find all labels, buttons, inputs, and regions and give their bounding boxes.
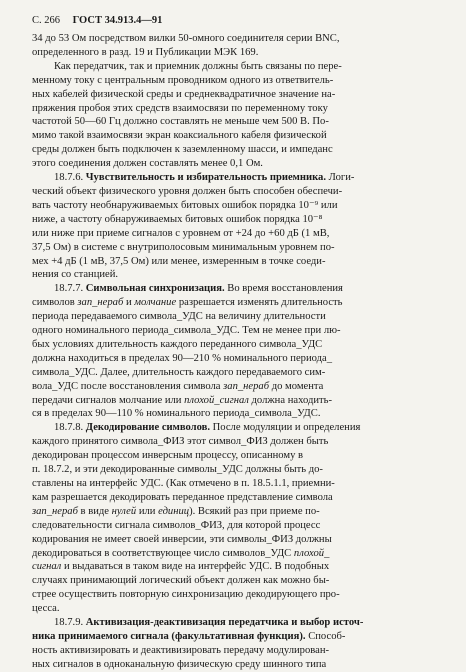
text-fragment: бых условиях длительность каждого переданного символа_УДС <box>32 338 323 350</box>
text-line <box>32 282 452 296</box>
text-fragment: декодирован процессом инверсным процессу, описанному в <box>32 450 304 462</box>
text-fragment: Логи- <box>326 172 355 184</box>
text-line <box>32 463 452 477</box>
text-line <box>32 102 452 116</box>
text-fragment: менному току с центральным проводником одного из ответвитель- <box>32 74 334 86</box>
text-line <box>32 616 452 630</box>
text-fragment: 18.7.9. <box>54 617 86 629</box>
text-line <box>32 519 452 533</box>
text-fragment: и выдаваться в таком виде на интерфейс УДС. В подобных <box>61 561 330 573</box>
text-fragment: ных кабелей физической среды и среднеквадратичное значение на- <box>32 88 336 100</box>
text-line <box>32 421 452 435</box>
section-heading: Чувствительность и избирательность приемника. <box>85 172 326 184</box>
text-line <box>32 644 452 658</box>
page-header <box>32 14 452 32</box>
text-fragment: цесса. <box>32 603 60 615</box>
text-fragment: Во время восстановления <box>224 283 343 295</box>
section-heading: ника принимаемого сигнала (факультативная функция). <box>32 630 306 642</box>
text-line <box>32 574 452 588</box>
text-fragment: мех +4 дБ (1 мВ, 37,5 Ом) или менее, измеренным в точке соеди- <box>32 255 326 267</box>
section-heading: Декодирование символов. <box>85 422 210 434</box>
text-line <box>32 477 452 491</box>
italic-term: плохой_сигнал <box>184 394 249 406</box>
standard-designation: ГОСТ 34.913.4—91 <box>72 15 163 26</box>
text-fragment: 18.7.6. <box>54 172 86 184</box>
text-line <box>32 352 452 366</box>
text-line <box>32 505 452 519</box>
text-line <box>32 143 452 157</box>
text-fragment: разрешается изменять длительность <box>176 297 343 309</box>
text-fragment: После модуляции и определения <box>210 422 361 434</box>
text-line <box>32 310 452 324</box>
page-number: С. 266 <box>32 15 61 26</box>
text-fragment: передачи сигналов молчание или <box>32 394 185 406</box>
text-fragment: этого соединения должен составлять менее 0,1 Ом. <box>32 158 263 170</box>
text-fragment: частотой 50—60 Гц должно составлять не меньше чем 500 В. По- <box>32 116 329 128</box>
italic-term: молчание <box>134 297 177 309</box>
text-line <box>32 407 452 421</box>
text-line <box>32 602 452 616</box>
text-fragment: кодирования не имеет своей инверсии, эти символы_ФИЗ должны <box>32 533 332 545</box>
text-line <box>32 241 452 255</box>
text-fragment: ). Всякий раз при приеме по- <box>189 505 320 517</box>
text-line <box>32 296 452 310</box>
text-fragment: ниже, а частоту обнаруживаемых битовых ошибок порядка 10⁻⁸ <box>32 213 323 225</box>
text-line <box>32 129 452 143</box>
text-fragment: декодироваться в соответствующее число символов_УДС <box>32 547 294 559</box>
text-fragment: должна находиться в пределах 90—210 % номинального периода_ <box>32 352 333 364</box>
text-fragment: должна находить- <box>248 394 333 406</box>
text-fragment: символа_УДС. Далее, длительность каждого передаваемого сим- <box>32 366 326 378</box>
text-line <box>32 366 452 380</box>
text-fragment: вола_УДС после восстановления символа <box>32 380 224 392</box>
text-fragment: случаях принимающий логический объект должен как можно бы- <box>32 575 330 587</box>
text-line <box>32 324 452 338</box>
text-line <box>32 394 452 408</box>
text-fragment: одного номинального периода_символа_УДС. Тем не менее при лю- <box>32 325 341 337</box>
text-line <box>32 60 452 74</box>
text-fragment: 18.7.8. <box>54 422 86 434</box>
text-fragment: Способ- <box>305 630 346 642</box>
text-fragment: 18.7.7. <box>54 283 86 295</box>
text-fragment: или ниже при приеме сигналов с уровнем от +24 до +60 дБ (1 мВ, <box>32 227 330 239</box>
text-line <box>32 171 452 185</box>
text-fragment: ность активизировать и деактивизировать передачу модулирован- <box>32 644 330 656</box>
text-line <box>32 435 452 449</box>
text-fragment: среды должен быть подключен к заземленному шасси, и импеданс <box>32 144 333 156</box>
text-line <box>32 157 452 171</box>
text-line <box>32 547 452 561</box>
text-fragment: символов <box>32 297 78 309</box>
text-line <box>32 46 452 60</box>
text-line <box>32 560 452 574</box>
italic-term: зап_нераб <box>77 297 124 309</box>
text-fragment: ческий объект физического уровня должен быть способен обеспечи- <box>32 185 343 197</box>
italic-term: сигнал <box>32 561 62 573</box>
italic-term: единиц <box>158 505 190 517</box>
text-fragment: кам разрешается декодировать переданное представление символа <box>32 491 333 503</box>
text-line <box>32 115 452 129</box>
text-fragment: мимо такой взаимосвязи экран коаксиального кабеля физической <box>32 130 327 142</box>
text-line <box>32 213 452 227</box>
section-heading: Активизация-деактивизация передатчика и выбор источ- <box>85 617 364 629</box>
text-fragment: ставлены на интерфейс УДС. (Как отмечено в п. 18.5.1.1, приемни- <box>32 478 335 489</box>
text-line <box>32 533 452 547</box>
text-fragment: или <box>136 505 159 517</box>
italic-term: плохой_ <box>293 547 330 559</box>
text-line <box>32 185 452 199</box>
text-fragment: п. 18.7.2, и эти декодированные символы_УДС должны быть до- <box>32 464 323 476</box>
text-fragment: периода передаваемого символа_УДС на величину длительности <box>32 311 326 323</box>
text-line <box>32 255 452 269</box>
text-line <box>32 630 452 644</box>
text-fragment: пряжения пробоя этих средств взаимосвязи по переменному току <box>32 102 328 114</box>
text-line <box>32 227 452 241</box>
text-line <box>32 74 452 88</box>
text-fragment: 34 до 53 Ом посредством вилки 50-омного соединителя серии BNC, <box>32 33 340 44</box>
text-line <box>32 338 452 352</box>
text-line <box>32 588 452 602</box>
text-line <box>32 658 452 672</box>
text-fragment: в виде <box>77 505 112 517</box>
text-line <box>32 491 452 505</box>
text-fragment: вать частоту необнаруживаемых битовых ошибок порядка 10⁻⁹ или <box>32 199 338 211</box>
text-line <box>32 32 452 46</box>
text-line <box>32 380 452 394</box>
text-line <box>32 199 452 213</box>
text-fragment: нения со станцией. <box>32 269 119 281</box>
body-text <box>32 32 452 672</box>
section-heading: Символьная синхронизация. <box>85 283 225 295</box>
text-line <box>32 88 452 102</box>
text-fragment: стрее осуществить повторную синхронизацию декодирующего про- <box>32 589 340 601</box>
text-fragment: определенного в разд. 19 и Публикации МЭК 169. <box>32 46 259 58</box>
italic-term: нулей <box>111 505 137 517</box>
text-fragment: ных сигналов в одноканальную физическую среду шинного типа <box>32 658 327 670</box>
text-fragment: 37,5 Ом) в системе с внутриполосовым минимальным уровнем по- <box>32 241 335 253</box>
text-fragment: ся в пределах 90—110 % номинального периода_символа_УДС. <box>32 408 321 420</box>
italic-term: зап_нераб <box>223 380 270 392</box>
text-fragment: следовательности сигнала символов_ФИЗ, для которой процесс <box>32 519 321 531</box>
text-fragment: до момента <box>269 380 324 392</box>
italic-term: зап_нераб <box>32 505 78 517</box>
text-fragment: и <box>123 297 135 309</box>
text-line <box>32 268 452 282</box>
text-fragment: Как передатчик, так и приемник должны быть связаны по пере- <box>54 60 342 72</box>
text-line <box>32 449 452 463</box>
text-fragment: каждого принятого символа_ФИЗ этот символ_ФИЗ должен быть <box>32 436 329 448</box>
